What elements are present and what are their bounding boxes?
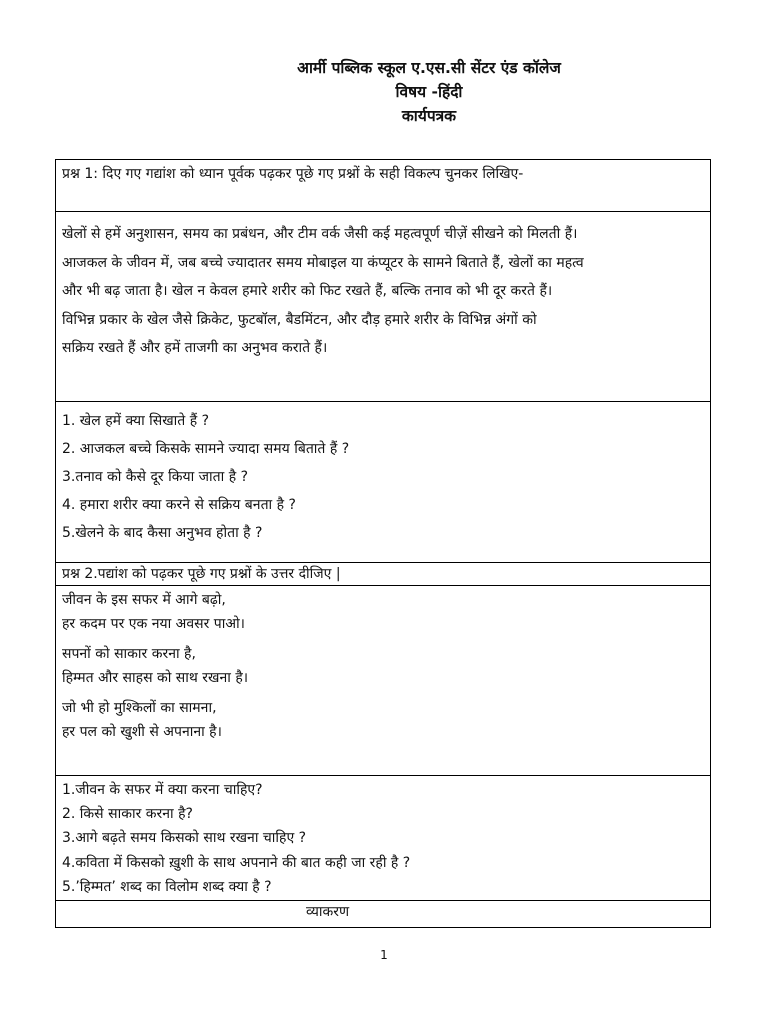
question-item: 2. किसे साकार करना है? xyxy=(62,806,193,823)
subject-line: विषय -हिंदी xyxy=(395,83,463,101)
question-2-row xyxy=(56,563,711,586)
poem-passage xyxy=(56,586,711,776)
question-item: 5.खेलने के बाद कैसा अनुभव होता है ? xyxy=(62,525,263,541)
worksheet-table xyxy=(55,159,711,928)
question-item: 2. आजकल बच्चे किसके सामने ज्यादा समय बिताते हैं ? xyxy=(62,441,350,457)
question-item: 4. हमारा शरीर क्या करने से सक्रिय बनता है ? xyxy=(62,497,296,513)
passage-line: खेलों से हमें अनुशासन, समय का प्रबंधन, और टीम वर्क जैसी कई महत्वपूर्ण चीज़ें सीखने को मिलती हैं। xyxy=(62,226,578,242)
worksheet-title: कार्यपत्रक xyxy=(401,107,457,125)
question-item: 4.कविता में किसको ख़ुशी के साथ अपनाने की बात कही जा रही है ? xyxy=(62,854,411,871)
question-2-instruction: प्रश्न 2.पद्यांश को पढ़कर पूछे गए प्रश्नों के उत्तर दीजिए | xyxy=(56,563,711,586)
poem-line: जीवन के इस सफर में आगे बढ़ो, xyxy=(62,592,226,608)
school-name: आर्मी पब्लिक स्कूल ए.एस.सी सेंटर एंड कॉलेज xyxy=(297,59,561,77)
passage-questions xyxy=(56,402,711,563)
question-1-instruction: प्रश्न 1: दिए गए गद्यांश को ध्यान पूर्वक पढ़कर पूछे गए प्रश्नों के सही विकल्प चुनकर लिखिए- xyxy=(56,160,711,212)
passage-line: सक्रिय रखते हैं और हमें ताजगी का अनुभव कराते हैं। xyxy=(62,340,328,356)
question-item: 1.जीवन के सफर में क्या करना चाहिए? xyxy=(62,782,263,798)
document-header xyxy=(0,56,768,128)
passage-questions-row xyxy=(56,402,711,563)
prose-passage xyxy=(56,212,711,402)
poem-line: हिम्मत और साहस को साथ रखना है। xyxy=(62,670,249,686)
question-item: 3.आगे बढ़ते समय किसको साथ रखना चाहिए ? xyxy=(62,830,307,847)
question-item: 1. खेल हमें क्या सिखाते हैं ? xyxy=(62,413,210,429)
question-1-row xyxy=(56,160,711,212)
question-item: 5.’हिम्मत’ शब्द का विलोम शब्द क्या है ? xyxy=(62,878,272,895)
poem-row xyxy=(56,586,711,776)
page-number: 1 xyxy=(380,948,388,962)
poem-line: हर पल को खुशी से अपनाना है। xyxy=(62,724,222,740)
passage-row xyxy=(56,212,711,402)
passage-line: आजकल के जीवन में, जब बच्चे ज्यादातर समय मोबाइल या कंप्यूटर के सामने बिताते हैं, खेलों का महत्व xyxy=(62,254,584,271)
passage-line: विभिन्न प्रकार के खेल जैसे क्रिकेट, फुटबॉल, बैडमिंटन, और दौड़ हमारे शरीर के विभिन्न अंगों को xyxy=(62,311,537,328)
poem-stanza xyxy=(62,642,704,690)
grammar-heading: व्याकरण xyxy=(56,901,711,928)
poem-questions xyxy=(56,776,711,901)
poem-line: सपनों को साकार करना है, xyxy=(62,646,196,662)
poem-line: जो भी हो मुश्किलों का सामना, xyxy=(62,700,217,716)
poem-line: हर कदम पर एक नया अवसर पाओ। xyxy=(62,616,245,632)
poem-questions-row xyxy=(56,776,711,901)
passage-line: और भी बढ़ जाता है। खेल न केवल हमारे शरीर को फिट रखते हैं, बल्कि तनाव को भी दूर करते हैं। xyxy=(62,283,553,299)
grammar-row xyxy=(56,901,711,928)
poem-stanza xyxy=(62,588,704,636)
question-item: 3.तनाव को कैसे दूर किया जाता है ? xyxy=(62,469,249,485)
poem-stanza xyxy=(62,696,704,744)
